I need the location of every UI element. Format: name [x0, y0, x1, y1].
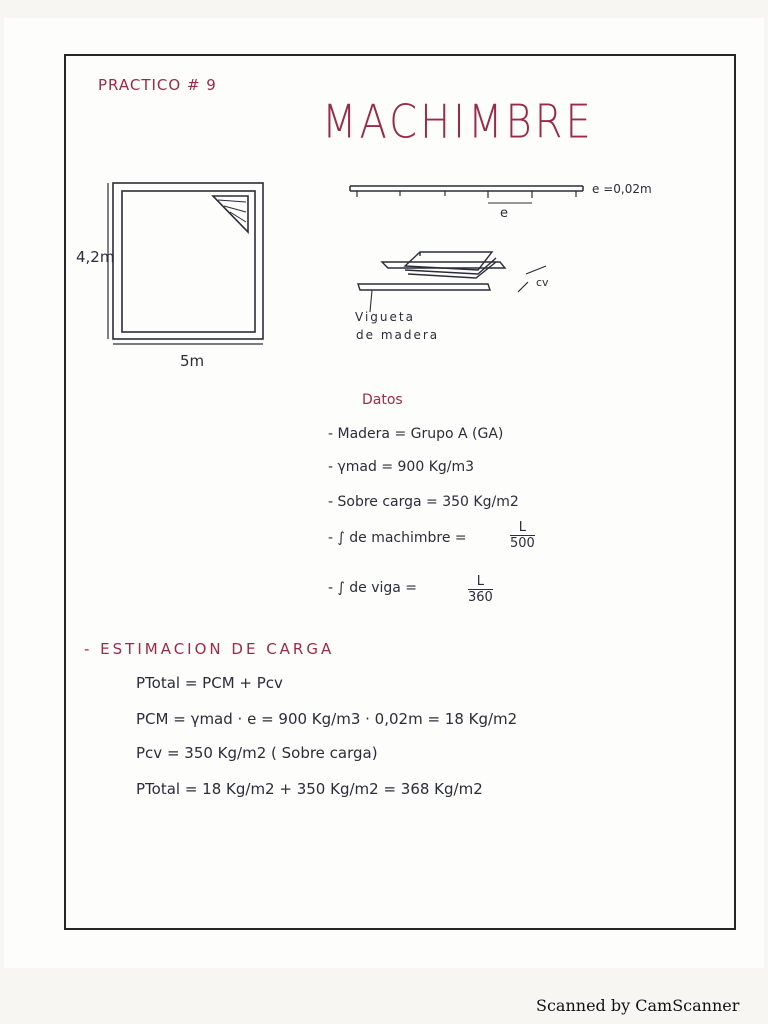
spacing-label: e [500, 206, 508, 221]
joist-3d-sketch [358, 252, 546, 312]
calc-line-4: PTotal = 18 Kg/m2 + 350 Kg/m2 = 368 Kg/m2 [136, 780, 483, 798]
fraction-viga [468, 574, 493, 605]
vigueta-label-1: Vigueta [355, 310, 415, 324]
practice-number: PRACTICO # 9 [98, 76, 217, 94]
fraction-machimbre [510, 520, 535, 551]
fraction-numerator: L [468, 574, 493, 590]
fraction-numerator: L [510, 520, 535, 536]
calc-line-1: PTotal = PCM + Pcv [136, 674, 283, 692]
calc-line-3: Pcv = 350 Kg/m2 ( Sobre carga) [136, 744, 378, 762]
datos-deflexion-viga: - ∫ de viga = [328, 580, 418, 596]
cv-label: cv [536, 276, 549, 289]
datos-madera: - Madera = Grupo A (GA) [328, 426, 504, 442]
fraction-denominator: 500 [510, 536, 535, 551]
vigueta-label-2: de madera [356, 328, 440, 342]
scanner-watermark: Scanned by CamScanner [536, 996, 740, 1015]
thickness-label: e =0,02m [592, 182, 652, 196]
board-section-sketch [350, 186, 583, 203]
fraction-denominator: 360 [468, 590, 493, 605]
datos-deflexion-machimbre: - ∫ de machimbre = [328, 530, 467, 546]
datos-heading: Datos [362, 392, 403, 408]
floor-plan-sketch [108, 183, 263, 344]
estimacion-heading: - ESTIMACION DE CARGA [84, 640, 335, 658]
datos-sobre-carga: - Sobre carga = 350 Kg/m2 [328, 494, 519, 510]
plan-height-label: 4,2m [76, 248, 115, 266]
calc-line-2: PCM = γmad · e = 900 Kg/m3 · 0,02m = 18 Kg/m2 [136, 710, 518, 728]
page-title: MACHIMBRE [322, 96, 594, 149]
datos-peso-especifico: - γmad = 900 Kg/m3 [328, 459, 475, 475]
plan-width-label: 5m [180, 352, 205, 370]
